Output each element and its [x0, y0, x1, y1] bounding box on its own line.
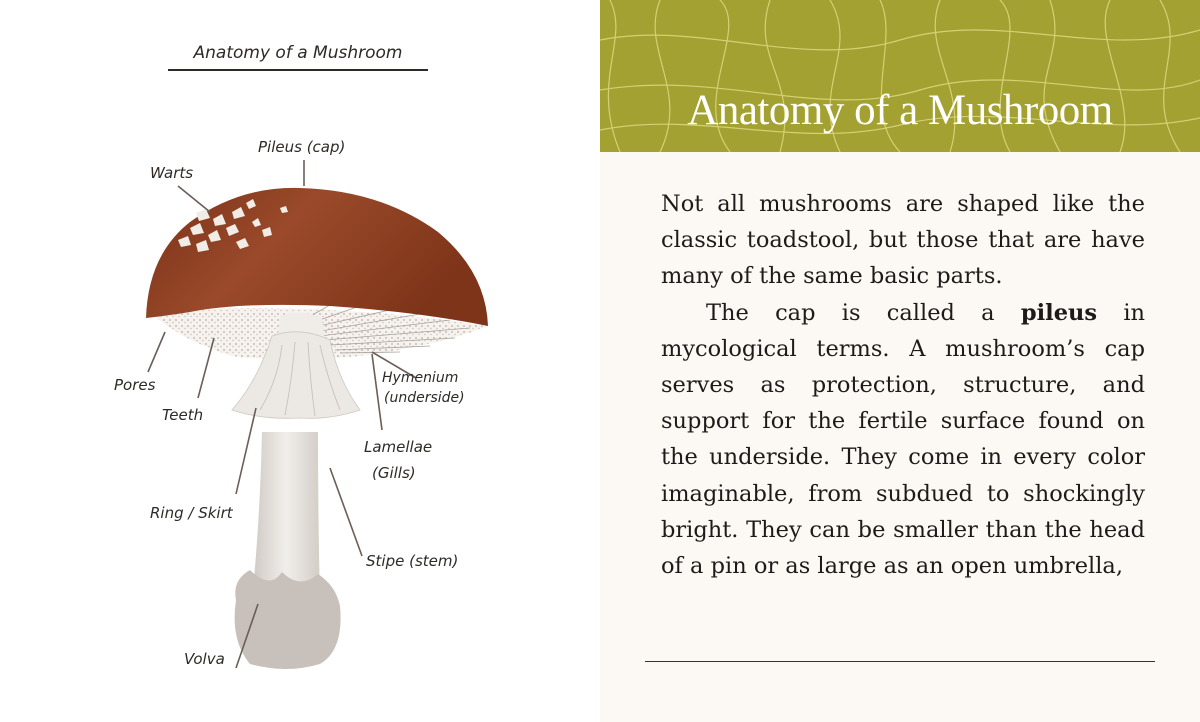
- paragraph-2-start: The cap is called a: [706, 299, 1021, 326]
- label-lamellae-note: (Gills): [372, 464, 416, 482]
- illustration-heading: Anatomy of a Mushroom: [193, 43, 403, 63]
- term-pileus: pileus: [1020, 299, 1098, 326]
- label-volva: Volva: [184, 650, 225, 668]
- bottom-rule: [645, 661, 1155, 662]
- stipe: [252, 432, 320, 600]
- label-pores: Pores: [114, 376, 156, 394]
- page-title: Anatomy of a Mushroom: [687, 87, 1113, 134]
- label-hymenium-note: (underside): [384, 390, 465, 406]
- label-warts: Warts: [150, 164, 194, 182]
- paragraph-2: [661, 295, 1145, 585]
- title-banner: [600, 0, 1200, 152]
- cap: [146, 188, 488, 326]
- paragraph-1: Not all mushrooms are shaped like the classic toadstool, but those that are have many of the same basic parts.: [661, 191, 1145, 290]
- label-pileus: Pileus (cap): [258, 138, 346, 156]
- paragraph-2-rest: in mycological terms. A mushroom’s cap serves as protection, structure, and support for the fertile surface found on the underside. They come in every color imaginable, from subdued to shockingly bright. They can be smaller than the head of a pin or as large as an open umbrella,: [661, 299, 1146, 580]
- label-ring: Ring / Skirt: [150, 504, 233, 522]
- label-teeth: Teeth: [162, 406, 204, 424]
- right-page: [600, 0, 1200, 722]
- body-text: [661, 186, 1145, 584]
- label-hymenium: Hymenium: [382, 370, 459, 386]
- label-stipe: Stipe (stem): [366, 552, 459, 570]
- volva: [235, 570, 341, 669]
- label-lamellae: Lamellae: [364, 438, 433, 456]
